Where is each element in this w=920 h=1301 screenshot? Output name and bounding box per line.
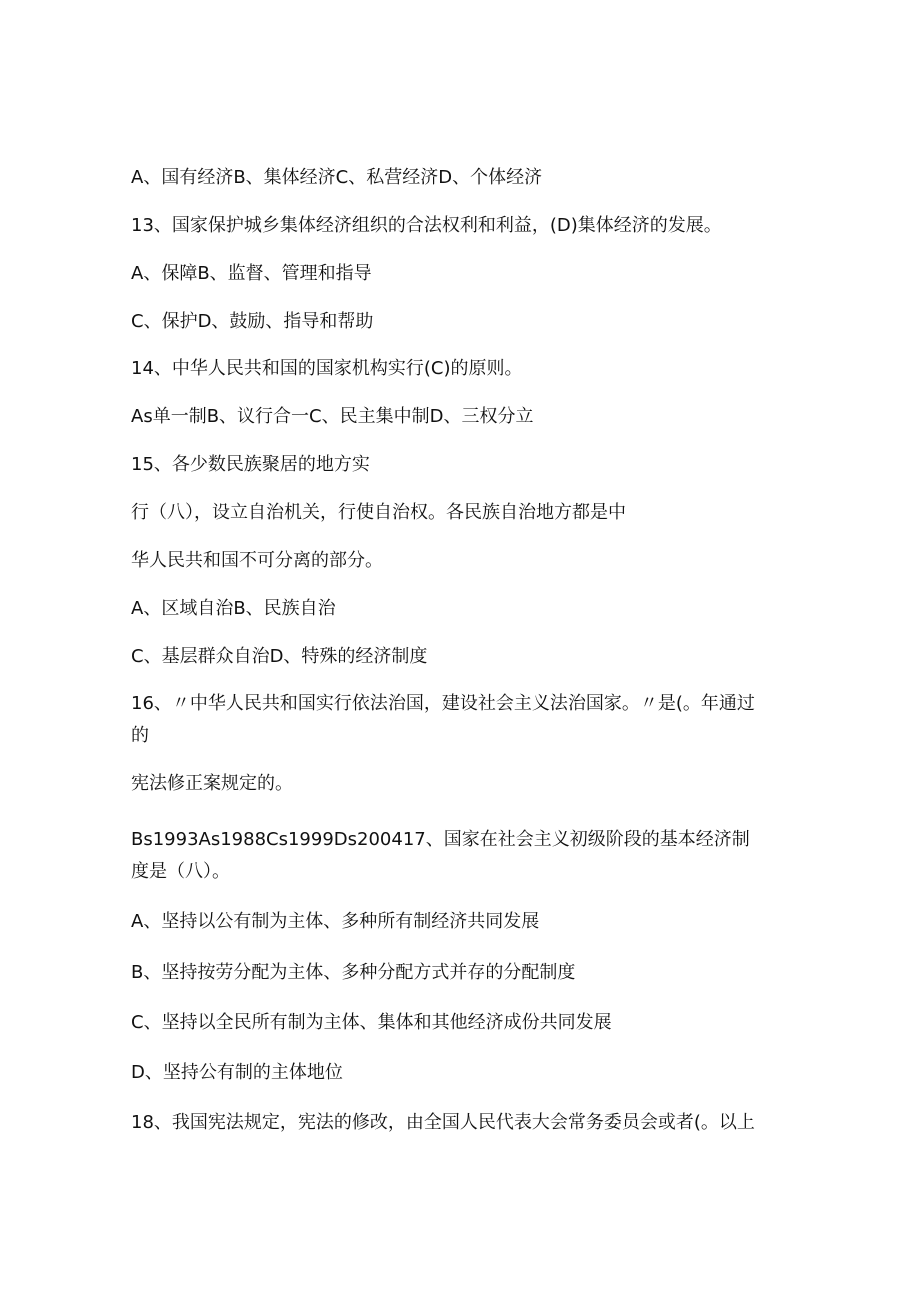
text-line: 的 xyxy=(131,725,149,746)
text-line: A、坚持以公有制为主体、多种所有制经济共同发展 xyxy=(131,911,540,932)
text-line: 宪法修正案规定的。 xyxy=(131,773,293,794)
text-line: 18、我国宪法规定，宪法的修改，由全国人民代表大会常务委员会或者(。以上 xyxy=(131,1112,755,1133)
text-line: C、基层群众自治D、特殊的经济制度 xyxy=(131,646,428,667)
text-line: Bs1993As1988Cs1999Ds200417、国家在社会主义初级阶段的基本经济制 xyxy=(131,829,750,850)
text-line: A、保障B、监督、管理和指导 xyxy=(131,263,372,284)
text-line: 行（八），设立自治机关，行使自治权。各民族自治地方都是中 xyxy=(131,502,626,523)
text-line: 16、〃中华人民共和国实行依法治国，建设社会主义法治国家。〃是(。年通过 xyxy=(131,693,755,714)
text-line: B、坚持按劳分配为主体、多种分配方式并存的分配制度 xyxy=(131,962,576,983)
text-line: 15、各少数民族聚居的地方实 xyxy=(131,454,370,475)
text-line: As单一制B、议行合一C、民主集中制D、三权分立 xyxy=(131,406,534,427)
text-line: A、国有经济B、集体经济C、私营经济D、个体经济 xyxy=(131,167,543,188)
text-line: 华人民共和国不可分离的部分。 xyxy=(131,550,383,571)
text-line: C、保护D、鼓励、指导和帮助 xyxy=(131,311,374,332)
text-line: 13、国家保护城乡集体经济组织的合法权利和利益，(D)集体经济的发展。 xyxy=(131,215,722,236)
text-line: 度是（八）。 xyxy=(131,861,230,882)
text-line: D、坚持公有制的主体地位 xyxy=(131,1062,343,1083)
text-line: C、坚持以全民所有制为主体、集体和其他经济成份共同发展 xyxy=(131,1012,612,1033)
text-line: A、区域自治B、民族自治 xyxy=(131,598,336,619)
text-line: 14、中华人民共和国的国家机构实行(C)的原则。 xyxy=(131,358,523,379)
